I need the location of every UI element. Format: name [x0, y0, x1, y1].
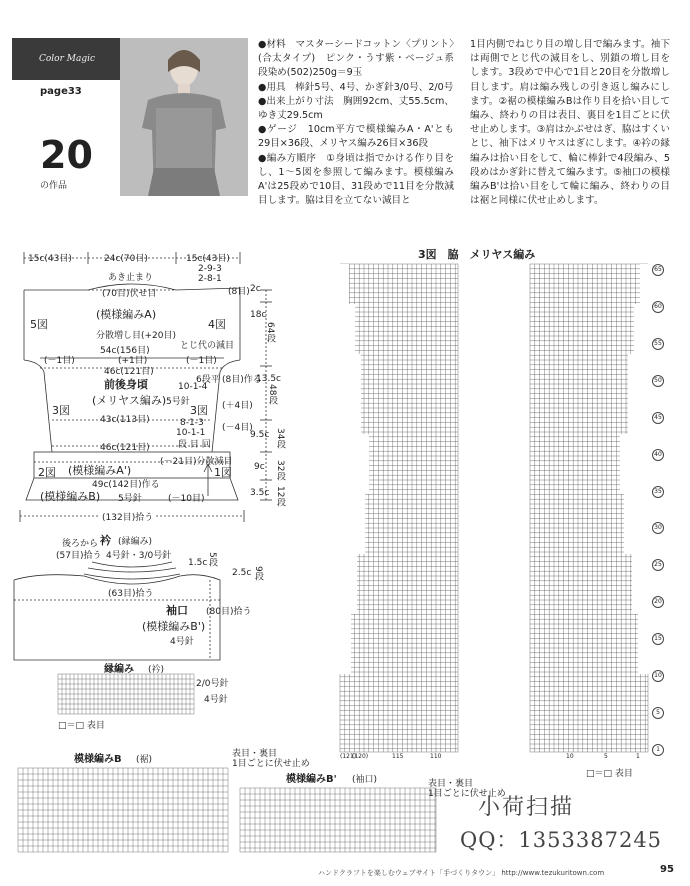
materials: ●材料 マスターシードコットン〈プリント〉(合太タイプ) ピンク・うす紫・ベージュ系段染め(502)250g＝9玉 — [258, 39, 454, 79]
fig4-label: 4図 — [208, 318, 226, 331]
dim-13-5c: 13.5c — [256, 374, 281, 384]
pattern-a-label: (模様編みA) — [96, 308, 157, 321]
fig3-row-number: 35 — [652, 486, 664, 498]
edge-legend: □＝□ 表目 — [58, 721, 105, 731]
fig3-col-115: 115 — [392, 753, 404, 760]
fig3-col-5: 5 — [604, 753, 608, 760]
fig3-row-number: 30 — [652, 522, 664, 534]
sleeve-title: 袖口 — [166, 604, 188, 617]
fig3-col-121: (121) — [340, 753, 357, 760]
rows-flat: 6段平 — [196, 375, 220, 385]
dim-64rows: 64段 — [265, 322, 275, 343]
collar-pick-back: 後ろから — [62, 539, 99, 549]
minus1-right: (－1目) — [186, 356, 217, 366]
edge-hook: 2/0号針 — [196, 679, 229, 689]
fig3-right-label: 3図 — [190, 404, 208, 417]
stockinette-label: (メリヤス編み) — [92, 394, 167, 407]
width-46b: 46c(121目) — [100, 443, 150, 453]
fig3-step-mask-9 — [634, 304, 650, 354]
fig3-row-number: 55 — [652, 338, 664, 350]
fig3-col-120: (120) — [352, 753, 369, 760]
fig3-row-number: 5 — [652, 707, 664, 719]
finished-size: ●出来上がり寸法 胸囲92cm、丈55.5cm、ゆき丈29.5cm — [258, 95, 454, 122]
width-left: 15c(43目) — [28, 254, 72, 264]
fig3-row-number: 65 — [652, 264, 664, 276]
fig3-step-mask-14 — [638, 614, 650, 674]
minus10: (－10目) — [168, 494, 205, 504]
fig3-title: 3図 脇 メリヤス編み — [418, 248, 536, 261]
sleeve-height-rows: 9段 — [253, 566, 263, 581]
fig3-row-number: 40 — [652, 449, 664, 461]
pattern-b-grid — [18, 768, 228, 852]
fig3-step-mask-6 — [339, 554, 357, 614]
pattern-b-note-1: 表目・裏目 — [232, 749, 278, 759]
dim-3-5c: 3.5c — [250, 488, 270, 498]
rows-dec-2: 10-1-1 — [176, 428, 206, 438]
fig2-label: 2図 — [38, 466, 56, 479]
fig3-row-number: 15 — [652, 633, 664, 645]
pattern-b2-subtitle: (袖口) — [352, 775, 378, 785]
plus4: (＋4目) — [222, 401, 253, 411]
minus4: (－4目) — [222, 423, 253, 433]
shoulder-height: 2c — [250, 284, 261, 294]
rows-inc: 10-1-4 — [178, 382, 208, 392]
edge-needle: 4号針 — [204, 695, 228, 705]
fig3-step-mask-4 — [339, 434, 369, 494]
sleeve-pattern: (模様編みB') — [142, 620, 206, 633]
fig3-step-mask-2 — [339, 304, 355, 354]
fig3-step-mask-12 — [624, 494, 650, 554]
needle-5b: 5号針 — [118, 494, 142, 504]
pattern-b2-grid — [240, 788, 436, 852]
fig3-row-number: 10 — [652, 670, 664, 682]
dim-9-5c: 9.5c — [250, 430, 270, 440]
rows-dec-1: 8-1-3 — [180, 418, 204, 428]
fig3-step-mask-13 — [632, 554, 650, 614]
fig3-step-mask-8 — [640, 264, 650, 304]
watermark-line-2: QQ：1353387245 — [460, 828, 663, 852]
rows-dec-legend: 段 目 回 — [178, 440, 211, 450]
brand-text: Color Magic — [38, 54, 96, 64]
item-number: 20 — [40, 133, 93, 177]
fig3-col-1: 1 — [636, 753, 640, 760]
make-8: (8目)作る — [222, 375, 262, 385]
fig3-step-mask-3 — [339, 354, 361, 434]
collar-title: 衿 — [100, 534, 111, 547]
neck-ease: あき止まり — [108, 273, 154, 283]
shoulder-shaping-1: 2-9-3 — [198, 264, 222, 274]
seam-allowance-dec: とじ代の減目 — [180, 341, 235, 351]
dim-18c: 18c — [250, 310, 267, 320]
collar-depth: 1.5c — [188, 558, 208, 568]
procedure-1: ●編み方順序 ①身頃は指でかける作り目をし、1～5図を参照して編みます。模様編みA'は25段めで10目、31段めで11目を分散減目します。脇は目を立てない減目と — [258, 152, 454, 207]
needle-5: 5号針 — [166, 397, 190, 407]
width-49: 49c(142目)作る — [92, 480, 160, 490]
fig3-row-number: 60 — [652, 301, 664, 313]
watermark-line-1: 小荷扫描 — [478, 795, 575, 820]
pattern-b-note-2: 1目ごとに伏せ止め — [232, 759, 310, 769]
fig3-left-label: 3図 — [52, 404, 70, 417]
fig3-col-10: 10 — [566, 753, 574, 760]
minus21-dec: (－21目)分散減目 — [160, 457, 233, 467]
fig3-row-number: 25 — [652, 559, 664, 571]
fig3-row-number: 45 — [652, 412, 664, 424]
collar-depth-rows: 5段 — [207, 552, 217, 567]
width-center: 24c(70目) — [104, 254, 148, 264]
width-right: 15c(43目) — [186, 254, 230, 264]
width-46a: 46c(121目) — [104, 367, 154, 377]
fig3-col-110: 110 — [430, 753, 442, 760]
dim-34rows: 34段 — [275, 428, 285, 449]
dim-32rows: 32段 — [275, 460, 285, 481]
page-number: 95 — [660, 864, 674, 875]
gauge: ●ゲージ 10cm平方で模様編みA・A'とも29目×36段、メリヤス編み26目×36段 — [258, 124, 454, 150]
item-suffix: の作品 — [40, 181, 68, 191]
fig3-legend: □＝□ 表目 — [586, 769, 633, 779]
procedure-2: 1目内側でねじり目の増し目で編みます。袖下は両側でとじ代の減目をし、別鎖の増し目をします。3段めで中心で1目と20目を分散増し目します。肩は編み残しの引き返し編みにします。②裾の模様編みBは作り目を拾い目して編み、終わりの目は表目、裏目を1目ごとに伏せ止めします。③肩はかぶせはぎ、脇はすくいとじ、袖下はメリヤスはぎにします。④衿の縁編みは拾い目をして、輪に棒針で4段編み、5段めはかぎ針に替えて編みます。⑤袖口の模様編みB'は拾い目をして輪に編み、終わりの目は裾と同様に伏せ止めします。 — [470, 39, 670, 207]
fig3-step-mask-7 — [339, 614, 351, 674]
width-54: 54c(156目) — [100, 346, 150, 356]
fig3-step-mask-11 — [620, 434, 650, 494]
collar-subtitle: (縁編み) — [118, 537, 153, 547]
dist-increase: 分散増し目(+20目) — [96, 331, 177, 341]
sleeve-height: 2.5c — [232, 568, 252, 578]
fig3-step-mask-1 — [339, 264, 349, 304]
fig3-step-mask-5 — [339, 494, 365, 554]
fig3-step-mask-10 — [628, 354, 650, 434]
pattern-a2-label: (模様編みA') — [68, 464, 132, 477]
edge-subtitle: (衿) — [148, 665, 165, 675]
fig3-row-number: 20 — [652, 596, 664, 608]
hem-pick-up: (132目)拾う — [100, 510, 155, 523]
pattern-b2-note-1: 表目・裏目 — [428, 779, 474, 789]
dim-48rows: 48段 — [267, 384, 277, 405]
shoulder-stitches: (8目) — [228, 287, 250, 297]
sleeve-pick-63: (63目)拾う — [108, 589, 154, 599]
edge-grid — [58, 674, 194, 714]
width-43: 43c(113目) — [100, 415, 150, 425]
plus1: (+1目) — [118, 356, 148, 366]
pattern-b-subtitle: (裾) — [136, 755, 153, 765]
shoulder-shaping-2: 2-8-1 — [198, 274, 222, 284]
pattern-b-title: 模様編みB — [74, 754, 122, 765]
sleeve-pick-80: (80目)拾う — [206, 607, 252, 617]
edge-title: 縁編み — [104, 664, 134, 675]
pattern-b2-title: 模様編みB' — [286, 774, 337, 785]
collar-pick-57: (57目)拾う — [56, 551, 102, 561]
front-back-title: 前後身頃 — [104, 378, 148, 391]
fig5-label: 5図 — [30, 318, 48, 331]
page-label: page33 — [40, 86, 82, 97]
fig1-label: 1図 — [214, 466, 232, 479]
collar-needles: 4号針・3/0号針 — [106, 551, 172, 561]
dim-12rows: 12段 — [275, 486, 285, 507]
pattern-b-label: (模様編みB) — [40, 490, 101, 503]
sleeve-needle: 4号針 — [170, 637, 194, 647]
dim-9c: 9c — [254, 462, 265, 472]
pattern-b2-note-2: 1目ごとに伏せ止め — [428, 789, 506, 799]
bind-off-70: (70目)伏せ目 — [102, 289, 157, 299]
tools: ●用具 棒針5号、4号、かぎ針3/0号、2/0号 — [258, 81, 454, 93]
fig3-row-number: 1 — [652, 744, 664, 756]
fig3-row-number: 50 — [652, 375, 664, 387]
footer-text: ハンドクラフトを楽しむウェブサイト「手づくりタウン」 http://www.tezukuritown.com — [318, 869, 605, 877]
minus1-left: (－1目) — [44, 356, 75, 366]
